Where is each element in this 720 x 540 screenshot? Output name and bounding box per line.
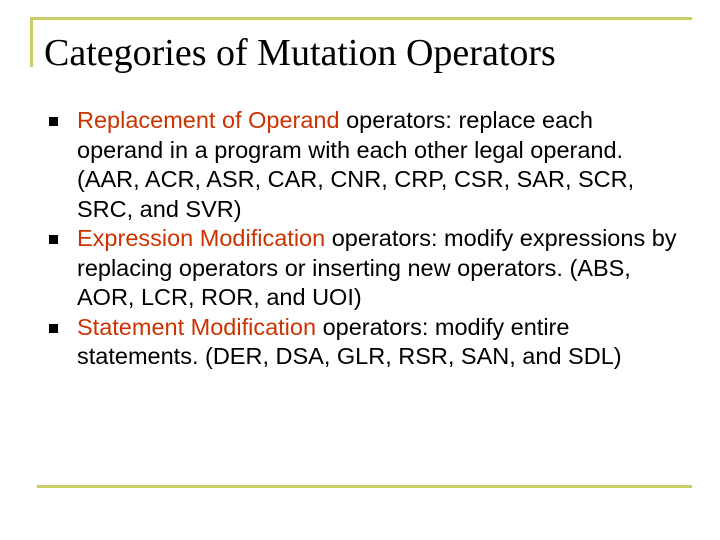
bullet-highlight: Expression Modification xyxy=(77,225,326,251)
bullet-highlight: Replacement of Operand xyxy=(77,107,340,133)
frame-left-rule xyxy=(30,17,33,67)
bullet-text: operators: replace each operand in a program with each other legal operand. (AAR, ACR, ASR, CAR, CNR, CRP, CSR, SAR, SCR, SRC, and SVR) xyxy=(77,107,635,222)
square-bullet-icon xyxy=(49,117,58,126)
bullet-text: operators: modify entire statements. (DER, DSA, GLR, RSR, SAN, and SDL) xyxy=(77,313,622,369)
bullet-item xyxy=(44,224,684,313)
bullet-highlight: Statement Modification xyxy=(77,313,317,340)
slide-title: Categories of Mutation Operators xyxy=(44,32,556,74)
frame-top-rule xyxy=(30,17,692,20)
square-bullet-icon xyxy=(49,324,58,333)
frame-bottom-rule xyxy=(37,485,692,488)
square-bullet-icon xyxy=(49,235,58,244)
bullet-list xyxy=(44,106,684,372)
bullet-text: operators: modify expressions by replacing operators or inserting new operators. (ABS, AOR, LCR, ROR, and UOI) xyxy=(77,225,677,310)
bullet-item xyxy=(44,106,684,224)
bullet-item xyxy=(44,313,684,372)
